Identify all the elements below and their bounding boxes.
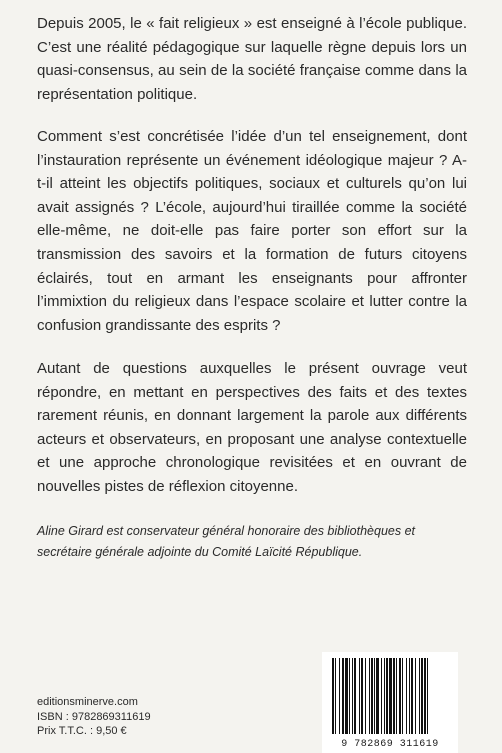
colophon xyxy=(37,695,151,739)
publisher-website: editionsminerve.com xyxy=(37,696,138,708)
isbn-line: ISBN : 9782869311619 xyxy=(37,710,151,723)
price-line: Prix T.T.C. : 9,50 € xyxy=(37,725,127,738)
summary-paragraph-3: Autant de questions auxquelles le présent ouvrage veut répondre, en mettant en perspectives des faits et des textes rarement réunis, en donnant largement la parole aux différents acteurs et observateurs, en proposant une analyse contextuelle et une approche chronologique revisitées et en ouvrant de nouvelles pistes de réflexion citoyenne. xyxy=(37,360,467,495)
barcode-bars xyxy=(322,652,458,738)
summary-paragraph-1: Depuis 2005, le « fait religieux » est enseigné à l’école publique. C’est une réalité pédagogique sur laquelle règne depuis lors un quasi-consensus, au sein de la société française comme dans la représentation politique. xyxy=(37,15,467,103)
barcode-digits: 9 782869 311619 xyxy=(341,739,439,750)
author-note: Aline Girard est conservateur général honoraire des bibliothèques et secrétaire générale adjointe du Comité Laïcité République. xyxy=(37,524,416,559)
summary-paragraph-2: Comment s’est concrétisée l’idée d’un tel enseignement, dont l’instauration représente un événement idéologique majeur ? A-t-il atteint les objectifs politiques, sociaux et culturels qu’on lui avait assignés ? L’école, aujourd’hui tiraillée comme la société elle-même, ne doit-elle pas faire porter son effort sur la transmission des savoirs et la formation de futurs citoyens éclairés, tout en armant les enseignants pour affronter l’immixtion du religieux dans l’espace scolaire et lutter contre la confusion grandissante des esprits ? xyxy=(37,128,467,334)
isbn-barcode xyxy=(322,652,458,753)
